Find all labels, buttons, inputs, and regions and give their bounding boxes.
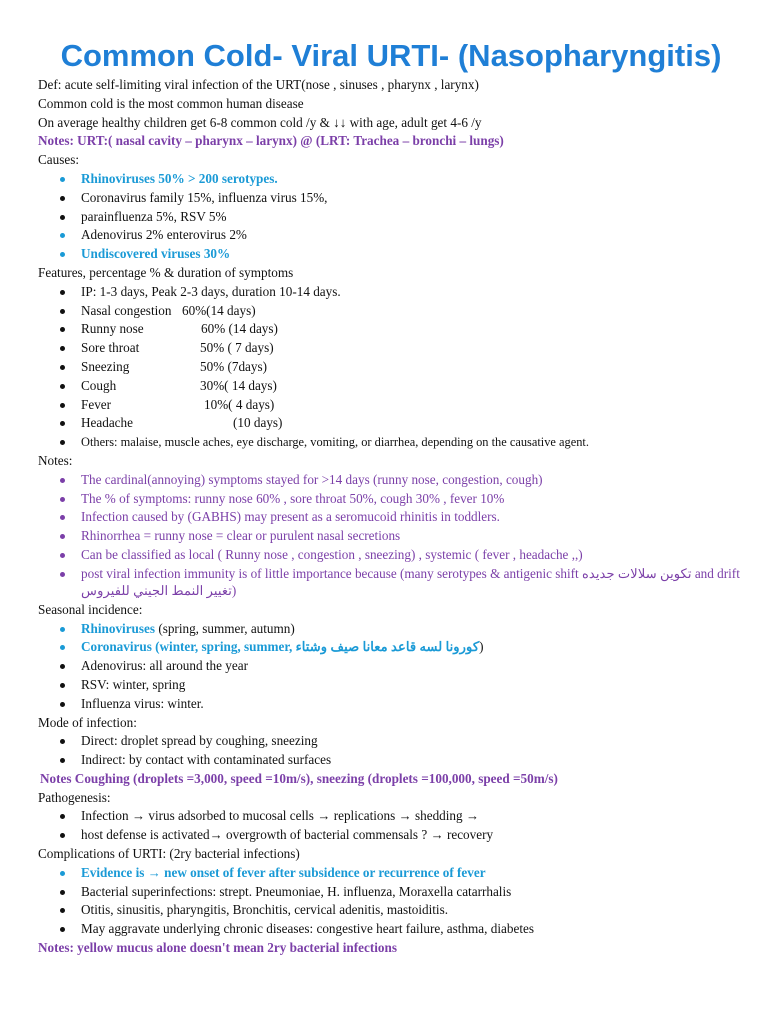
complication-item: Otitis, sinusitis, pharyngitis, Bronchitis, cervical adenitis, mastoiditis. [36, 901, 746, 920]
complication-item: Bacterial superinfections: strept. Pneumoniae, H. influenza, Moraxella catarrhalis [36, 883, 746, 902]
seasonal-virus: Rhinoviruses [81, 620, 156, 636]
symptom-value: 50% ( 7 days) [200, 340, 274, 356]
note-item: The cardinal(annoying) symptoms stayed for >14 days (runny nose, congestion, cough) [36, 471, 746, 490]
definition-line: Def: acute self-limiting viral infection of the URT(nose , sinuses , pharynx , larynx) [38, 77, 479, 92]
symptom-name: Nasal congestion [81, 302, 172, 318]
pathogenesis-list [36, 807, 746, 845]
average-line: On average healthy children get 6-8 common cold /y & ↓↓ with age, adult get 4-6 /y [38, 114, 482, 130]
seasonal-item [36, 620, 746, 639]
note-item: The % of symptoms: runny nose 60% , sore throat 50%, cough 30% , fever 10% [36, 490, 746, 509]
symptom-name: Runny nose [81, 321, 144, 337]
notes-coughing-line: Notes Coughing (droplets =3,000, speed =10m/s), sneezing (droplets =100,000, speed =50m/s) [40, 770, 558, 786]
symptom-item [36, 414, 746, 433]
mode-list [36, 732, 746, 770]
features-list [36, 283, 746, 452]
complication-item: Evidence is → new onset of fever after subsidence or recurrence of fever [36, 864, 746, 883]
symptom-item [36, 339, 746, 358]
feature-ip-item: IP: 1-3 days, Peak 2-3 days, duration 10-14 days. [36, 283, 746, 302]
cause-item: Coronavirus family 15%, influenza virus 15%, [36, 189, 746, 208]
document-body [36, 76, 746, 958]
symptom-name: Fever [81, 396, 112, 412]
cause-item: Adenovirus 2% enterovirus 2% [36, 226, 746, 245]
symptom-value: 50% (7days) [200, 358, 268, 374]
symptom-value: (10 days) [233, 415, 283, 431]
complications-heading: Complications of URTI: (2ry bacterial infections) [38, 846, 300, 862]
common-disease-line: Common cold is the most common human disease [38, 95, 304, 111]
symptom-item [36, 302, 746, 321]
seasonal-item: RSV: winter, spring [36, 676, 746, 695]
symptom-name: Sore throat [81, 340, 140, 356]
pathogenesis-heading: Pathogenesis: [38, 789, 111, 805]
complications-list [36, 864, 746, 939]
cause-item: Rhinoviruses 50% > 200 serotypes. [36, 170, 746, 189]
symptom-item [36, 358, 746, 377]
cause-item: parainfluenza 5%, RSV 5% [36, 208, 746, 227]
symptom-name: Cough [81, 377, 117, 393]
symptom-name: Sneezing [81, 358, 130, 374]
notes-heading: Notes: [38, 452, 73, 468]
seasonal-item: Influenza virus: winter. [36, 695, 746, 714]
mode-item: Direct: droplet spread by coughing, sneezing [36, 732, 746, 751]
notes-list [36, 471, 746, 601]
complication-item: May aggravate underlying chronic diseases: congestive heart failure, asthma, diabetes [36, 920, 746, 939]
note-item: Can be classified as local ( Runny nose , congestion , sneezing) , systemic ( fever , headache ,,) [36, 546, 746, 565]
note-item: Infection caused by (GABHS) may present as a seromucoid rhinitis in toddlers. [36, 508, 746, 527]
pathogenesis-item: Infection → virus adsorbed to mucosal cells → replications → shedding → [36, 807, 746, 826]
symptom-name: Headache [81, 415, 133, 431]
symptom-value: 30%( 14 days) [200, 377, 277, 393]
seasonal-item [36, 638, 746, 657]
features-heading: Features, percentage % & duration of symptoms [38, 264, 294, 280]
seasonal-season: ) [479, 639, 484, 655]
pathogenesis-item: host defense is activated→ overgrowth of bacterial commensals ? → recovery [36, 826, 746, 845]
symptom-item [36, 396, 746, 415]
page-title: Common Cold- Viral URTI- (Nasopharyngitis) [60, 38, 722, 73]
seasonal-list [36, 620, 746, 714]
notes-urt-line: Notes: URT:( nasal cavity – pharynx – larynx) @ (LRT: Trachea – bronchi – lungs) [38, 133, 504, 149]
symptom-value: 60%(14 days) [182, 302, 256, 318]
mode-heading: Mode of infection: [38, 714, 137, 730]
note-item: post viral infection immunity is of little importance because (many serotypes & antigenic shift تكوين سلالات جديده and drift تغيير النمط الجيني للفيروس) [36, 565, 746, 601]
seasonal-season: (spring, summer, autumn) [155, 620, 295, 636]
mode-item: Indirect: by contact with contaminated surfaces [36, 751, 746, 770]
symptom-value: 10%( 4 days) [204, 396, 275, 412]
notes-yellow-line: Notes: yellow mucus alone doesn't mean 2ry bacterial infections [38, 940, 397, 956]
symptom-item [36, 320, 746, 339]
symptom-value: 60% (14 days) [201, 321, 278, 337]
causes-heading: Causes: [38, 152, 80, 168]
causes-list [36, 170, 746, 264]
symptom-item [36, 377, 746, 396]
seasonal-virus: Coronavirus (winter, spring, summer, كورونا لسه قاعد معانا صيف وشتاء [81, 639, 480, 655]
seasonal-heading: Seasonal incidence: [38, 601, 143, 617]
seasonal-item: Adenovirus: all around the year [36, 657, 746, 676]
cause-item: Undiscovered viruses 30% [36, 245, 746, 264]
note-item: Rhinorrhea = runny nose = clear or purulent nasal secretions [36, 527, 746, 546]
feature-others-item: Others: malaise, muscle aches, eye discharge, vomiting, or diarrhea, depending on the causative agent. [36, 433, 746, 452]
